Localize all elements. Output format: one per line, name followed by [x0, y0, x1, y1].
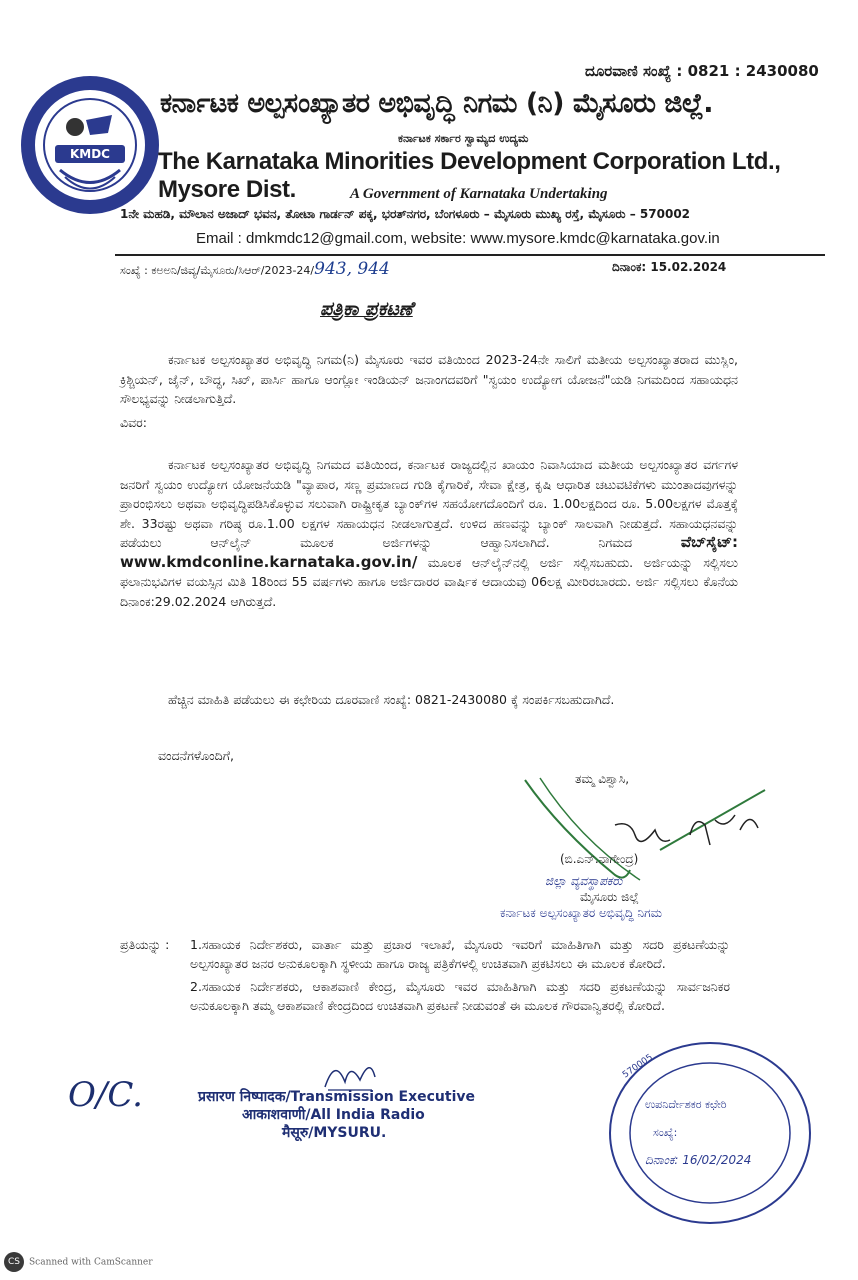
air-transmission-stamp — [198, 1088, 475, 1142]
camscanner-icon: CS — [4, 1252, 24, 1272]
paragraph-contact-text: ಹೆಚ್ಚಿನ ಮಾಹಿತಿ ಪಡೆಯಲು ಈ ಕಛೇರಿಯ ದೂರವಾಣಿ ಸಂಖ್ಯೆ: 0821-2430080 ಕ್ಕೆ ಸಂಪರ್ಕಿಸಬಹುದಾಗಿದೆ. — [168, 692, 615, 707]
stamp-office: ಉಪನಿರ್ದೇಶಕರ ಕಛೇರಿ — [645, 1098, 727, 1111]
air-stamp-line3: मैसूरु/MYSURU. — [282, 1125, 387, 1141]
scanner-text: Scanned with CamScanner — [29, 1257, 153, 1268]
paragraph-details-text-a: ಕರ್ನಾಟಕ ಅಲ್ಪಸಂಖ್ಯಾತರ ಅಭಿವೃದ್ಧಿ ನಿಗಮದ ವತಿಯಿಂದ, ಕರ್ನಾಟಕ ರಾಜ್ಯದಲ್ಲಿನ ಖಾಯಂ ನಿವಾಸಿಯಾದ ಮತೀಯ ಅಲ್ಪಸಂಖ್ಯಾತರ ವರ್ಗಗಳ ಜನರಿಗೆ ಸ್ವಯಂ ಉದ್ಯೋಗ ಯೋಜನೆಯಡಿ "ವ್ಯಾಪಾರ, ಸಣ್ಣ ಪ್ರಮಾಣದ ಗುಡಿ ಕೈಗಾರಿಕೆ, ಸೇವಾ ಕ್ಷೇತ್ರ, ಕೃಷಿ ಆಧಾರಿತ ಚಟುವಟಿಕೆಗಳು ಮುಂತಾದವುಗಳನ್ನು ಪ್ರಾರಂಭಿಸಲು ಅಥವಾ ಅಭಿವೃದ್ಧಿಪಡಿಸಿಕೊಳ್ಳುವ ಸಲುವಾಗಿ ರಾಷ್ಟ್ರೀಕೃತ ಬ್ಯಾಂಕ್‌ಗಳ ಸಹಯೋಗದೊಂದಿಗೆ ರೂ. 1.00ಲಕ್ಷದಿಂದ ರೂ. 5.00ಲಕ್ಷಗಳ ಮೊತ್ತಕ್ಕೆ ಶೇ. 33ರಷ್ಟು ಅಥವಾ ಗರಿಷ್ಠ ರೂ.1.00 ಲಕ್ಷಗಳ ಸಹಾಯಧನ ನೀಡಲಾಗುತ್ತದೆ. ಉಳಿದ ಹಣವನ್ನು ಬ್ಯಾಂಕ್ ಸಾಲವಾಗಿ ನೀಡುತ್ತದೆ. ಸಹಾಯಧನವನ್ನು ಪಡೆಯಲು ಆನ್‌ಲೈನ್ ಮೂಲಕ ಅರ್ಜಿಗಳನ್ನು ಆಹ್ವಾನಿಸಲಾಗಿದೆ. ನಿಗಮದ — [120, 457, 738, 550]
office-phone: ದೂರವಾಣಿ ಸಂಖ್ಯೆ : 0821 : 2430080 — [585, 62, 819, 80]
office-address: 1ನೇ ಮಹಡಿ, ಮೌಲಾನ ಅಜಾದ್ ಭವನ, ತೋಟಾ ಗಾರ್ಡನ್ ಪಕ್ಕ, ಭರತ್‌ನಗರ, ಬೆಂಗಳೂರು – ಮೈಸೂರು ಮುಖ್ಯ ರಸ್ತೆ, ಮೈಸೂರು – 570002 — [120, 207, 691, 221]
designation-district: ಮೈಸೂರು ಜಿಲ್ಲೆ — [580, 890, 639, 904]
org-subtitle-kannada: ಕರ್ನಾಟಕ ಸರ್ಕಾರ ಸ್ವಾಮ್ಯದ ಉದ್ಯಮ — [398, 132, 529, 145]
org-title-kannada: ಕರ್ನಾಟಕ ಅಲ್ಪಸಂಖ್ಯಾತರ ಅಭಿವೃದ್ಧಿ ನಿಗಮ (ನಿ) ಮೈಸೂರು ಜಿಲ್ಲೆ. — [160, 88, 713, 119]
copy-item: 1.ಸಹಾಯಕ ನಿರ್ದೇಶಕರು, ವಾರ್ತಾ ಮತ್ತು ಪ್ರಚಾರ ಇಲಾಖೆ, ಮೈಸೂರು ಇವರಿಗೆ ಮಾಹಿತಿಗಾಗಿ ಮತ್ತು ಸದರಿ ಪ್ರಕಟಣೆಯನ್ನು ಅಲ್ಪಸಂಖ್ಯಾತರ ಜನರ ಅನುಕೂಲಕ್ಕಾಗಿ ಸ್ಥಳೀಯ ಹಾಗೂ ರಾಜ್ಯ ಪತ್ರಿಕೆಗಳಲ್ಲಿ ಉಚಿತವಾಗಿ ಪ್ರಕಟಿಸಲು ಈ ಮೂಲಕ ಕೋರಿದೆ. — [190, 937, 730, 971]
designation-stamp: ಜಿಲ್ಲಾ ವ್ಯವಸ್ಥಾಪಕರು — [545, 874, 623, 888]
closing-salutation: ವಂದನೆಗಳೊಂದಿಗೆ, — [158, 748, 234, 763]
website-link[interactable]: ವೆಬ್‌ಸೈಟ್: www.kmdconline.karnataka.gov.in/ — [120, 533, 738, 571]
stamp-number: ಸಂಖ್ಯೆ: — [653, 1126, 678, 1139]
paragraph-details — [120, 455, 738, 611]
paragraph-details-text-b: ಮೂಲಕ ಆನ್‌ಲೈನ್‌ನಲ್ಲಿ ಅರ್ಜಿ ಸಲ್ಲಿಸಬಹುದು. ಅರ್ಜಿಯನ್ನು ಸಲ್ಲಿಸಲು ಫಲಾನುಭವಿಗಳ ವಯಸ್ಸಿನ ಮಿತಿ 18ರಿಂದ 55 ವರ್ಷಗಳು ಹಾಗೂ ಅರ್ಜಿದಾರರ ವಾರ್ಷಿಕ ಆದಾಯವು 06ಲಕ್ಷ ಮೀರಿರಬಾರದು. ಅರ್ಜಿ ಸಲ್ಲಿಸಲು ಕೊನೆಯ ದಿನಾಂಕ:29.02.2024 ಆಗಿರುತ್ತದೆ. — [120, 554, 738, 609]
letter-date: ದಿನಾಂಕ: 15.02.2024 — [612, 260, 727, 274]
details-label: ವಿವರ: — [120, 415, 147, 430]
organization-stamp: ಕರ್ನಾಟಕ ಅಲ್ಪಸಂಖ್ಯಾತರ ಅಭಿವೃದ್ಧಿ ನಿಗಮ — [500, 906, 662, 920]
contact-line: Email : dmkmdc12@gmail.com, website: www.mysore.kmdc@karnataka.gov.in — [196, 230, 720, 247]
reference-handwritten: 943, 944 — [314, 259, 390, 279]
paragraph-intro-text: ಕರ್ನಾಟಕ ಅಲ್ಪಸಂಖ್ಯಾತರ ಅಭಿವೃದ್ಧಿ ನಿಗಮ(ನಿ) ಮೈಸೂರು ಇವರ ವತಿಯಿಂದ 2023-24ನೇ ಸಾಲಿಗೆ ಮತೀಯ ಅಲ್ಪಸಂಖ್ಯಾತರಾದ ಮುಸ್ಲಿಂ, ಕ್ರಿಶ್ಚಿಯನ್, ಜೈನ್, ಬೌದ್ಧ, ಸಿಖ್, ಪಾರ್ಸಿ ಹಾಗೂ ಆಂಗ್ಲೋ ಇಂಡಿಯನ್ ಜನಾಂಗದವರಿಗೆ "ಸ್ವಯಂ ಉದ್ಯೋಗ ಯೋಜನೆ"ಯಡಿ ನಿಗಮದಿಂದ ಸಹಾಯಧನ ಸೌಲಭ್ಯವನ್ನು ನೀಡಲಾಗುತ್ತಿದೆ. — [120, 352, 738, 406]
header-divider — [115, 254, 825, 256]
copies-label: ಪ್ರತಿಯನ್ನು : — [120, 937, 170, 952]
gov-undertaking: A Government of Karnataka Undertaking — [350, 186, 608, 202]
handwritten-oc: O/C. — [68, 1075, 143, 1115]
stamp-date: ದಿನಾಂಕ: 16/02/2024 — [645, 1153, 752, 1167]
yours-faithfully: ತಮ್ಮ ವಿಶ್ವಾಸಿ, — [575, 772, 630, 786]
signatory-name: (ಬಿ.ಎನ್.ನಾಗೇಂದ್ರ) — [560, 852, 639, 866]
press-release-heading: ಪತ್ರಿಕಾ ಪ್ರಕಟಣೆ — [320, 298, 413, 320]
copy-item: 2.ಸಹಾಯಕ ನಿರ್ದೇಶಕರು, ಆಕಾಶವಾಣಿ ಕೇಂದ್ರ, ಮೈಸೂರು ಇವರ ಮಾಹಿತಿಗಾಗಿ ಮತ್ತು ಸದರಿ ಪ್ರಕಟಣೆಯನ್ನು ಸಾರ್ವಜನಿಕರ ಅನುಕೂಲಕ್ಕಾಗಿ ತಮ್ಮ ಆಕಾಶವಾಣಿ ಕೇಂದ್ರದಿಂದ ಉಚಿತವಾಗಿ ಪ್ರಕಟಣೆ ನೀಡುವಂತೆ ಈ ಮೂಲಕ ಗೌರವಾನ್ವಿತರಲ್ಲಿ ಕೋರಿದೆ. — [190, 979, 730, 1013]
copies-section — [120, 935, 730, 1019]
stamp-pin: 570005 — [620, 1052, 655, 1081]
air-stamp-line1: प्रसारण निष्पादक/Transmission Executive — [198, 1089, 475, 1105]
paragraph-intro — [120, 350, 738, 409]
org-title-english: The Karnataka Minorities Development Corporation Ltd., Mysore Dist. — [158, 148, 781, 203]
reference-number — [120, 259, 390, 279]
reference-prefix: ಸಂಖ್ಯೆ : ಕಅಅನಿ/ಜಿವ್ಯ/ಮೈಸೂರು/ಸಿಆರ್/2023-24/ — [120, 264, 315, 277]
logo-text: KMDC — [69, 147, 111, 161]
paragraph-contact — [120, 690, 738, 710]
kmdc-logo — [20, 75, 160, 225]
scanner-watermark — [4, 1252, 153, 1272]
office-round-stamp — [605, 1038, 815, 1228]
air-stamp-line2: आकाशवाणी/All India Radio — [242, 1107, 425, 1123]
